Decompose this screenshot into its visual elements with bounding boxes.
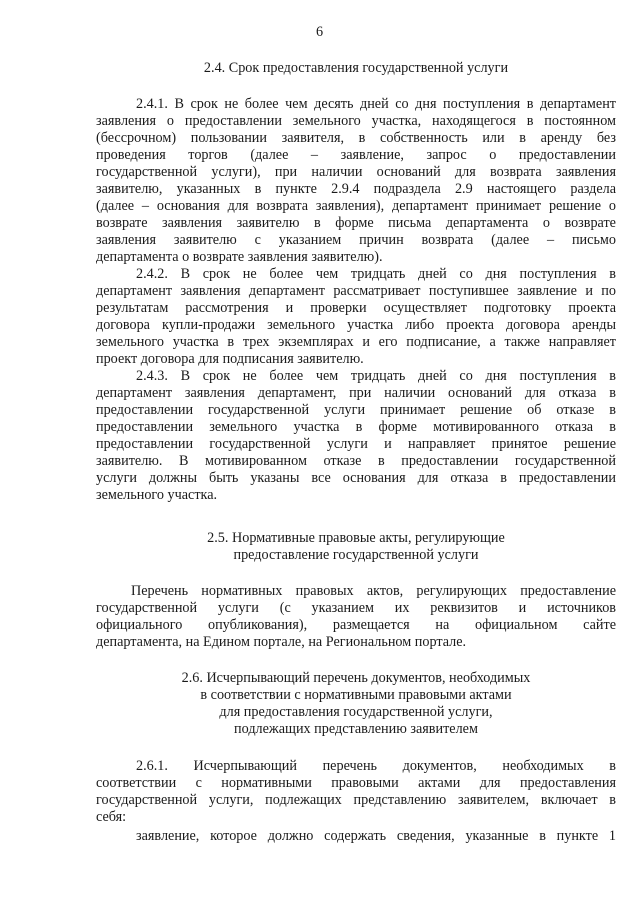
heading-line: предоставление государственной услуги — [233, 547, 479, 563]
text-line: предоставлении земельного участка в форме мотивированного отказа в — [96, 419, 616, 435]
paragraph-2-5 — [96, 583, 616, 651]
paragraph-2-4-2 — [96, 266, 616, 368]
text-line: департамент заявления департамент рассматривает поступившее заявление и по — [96, 283, 616, 299]
text-line: договора купли-продажи земельного участка либо проекта договора аренды — [96, 317, 616, 333]
text-line: 2.4.2. В срок не более чем тридцать дней со дня поступления в — [136, 266, 616, 282]
text-line: государственной услуги), при наличии оснований для возврата заявления — [96, 164, 616, 180]
text-line: департамента, на Едином портале, на Региональном портале. — [96, 634, 467, 650]
text-line: 2.4.1. В срок не более чем десять дней со дня поступления в департамент — [136, 96, 616, 112]
text-line: результатам рассмотрения и проверки осуществляет подготовку проекта — [96, 300, 616, 316]
text-line: предоставлении государственной услуги принимает решение об отказе в — [96, 402, 616, 418]
paragraph-2-4-1 — [96, 96, 616, 266]
text-line: земельного участка в трех экземплярах и его подписание, а также направляет — [96, 334, 616, 350]
text-line: заявителю. В мотивированном отказе в предоставлении государственной — [96, 453, 616, 469]
text-line: услуги должны быть указаны все основания для отказа в предоставлении — [96, 470, 616, 486]
text-line: 2.4.3. В срок не более чем тридцать дней со дня поступления в — [136, 368, 616, 384]
text-line: (бессрочном) пользовании заявителя, в собственность или в аренду без — [96, 130, 616, 146]
text-line: заявителю, указанных в пункте 2.9.4 подраздела 2.9 настоящего раздела — [96, 181, 616, 197]
text-line: государственной услуги, подлежащих представлению заявителем, включает в — [96, 792, 616, 808]
text-line: департамента о возврате заявления заявителю). — [96, 249, 383, 265]
text-line: 2.6.1. Исчерпывающий перечень документов, необходимых в — [136, 758, 616, 774]
text-line: государственной услуги (с указанием их реквизитов и источников — [96, 600, 616, 616]
text-line: соответствии с нормативными правовыми актами для предоставления — [96, 775, 616, 791]
heading-line: 2.4. Срок предоставления государственной услуги — [203, 60, 509, 76]
text-line: проведения торгов (далее – заявление, запрос о предоставлении — [96, 147, 616, 163]
text-line: заявления о предоставлении земельного участка, находящегося в постоянном — [96, 113, 616, 129]
text-line: земельного участка. — [96, 487, 218, 503]
text-line: департамент заявления департамент, при наличии оснований для отказа в — [96, 385, 616, 401]
text-line: проект договора для подписания заявителю. — [96, 351, 364, 367]
text-line: возврате заявления заявителю в форме письма департамента о возврате — [96, 215, 616, 231]
text-line: предоставлении государственной услуги и направляет принятое решение — [96, 436, 616, 452]
text-line: заявления заявителю с указанием причин возврата (далее – письмо — [96, 232, 616, 248]
page-number: 6 — [315, 24, 324, 40]
paragraph-2-4-3 — [96, 368, 616, 504]
section-2-5-heading — [96, 530, 616, 564]
text-line: Перечень нормативных правовых актов, регулирующих предоставление — [131, 583, 616, 599]
paragraph-2-6-1 — [96, 758, 616, 826]
text-line: заявление, которое должно содержать сведения, указанные в пункте 1 — [136, 828, 616, 844]
paragraph-2-6-1-item — [96, 828, 616, 845]
section-2-4-heading — [96, 60, 616, 77]
heading-line: 2.6. Исчерпывающий перечень документов, необходимых — [181, 670, 531, 686]
heading-line: 2.5. Нормативные правовые акты, регулирующие — [207, 530, 505, 546]
text-line: (далее – основания для возврата заявления), департамент принимает решение о — [96, 198, 616, 214]
heading-line: в соответствии с нормативными правовыми актами — [200, 687, 512, 703]
section-2-6-heading — [96, 670, 616, 738]
heading-line: подлежащих представлению заявителем — [234, 721, 478, 737]
heading-line: для предоставления государственной услуги, — [219, 704, 493, 720]
text-line: официального опубликования), размещается на официальном сайте — [96, 617, 616, 633]
text-line: себя: — [96, 809, 127, 825]
